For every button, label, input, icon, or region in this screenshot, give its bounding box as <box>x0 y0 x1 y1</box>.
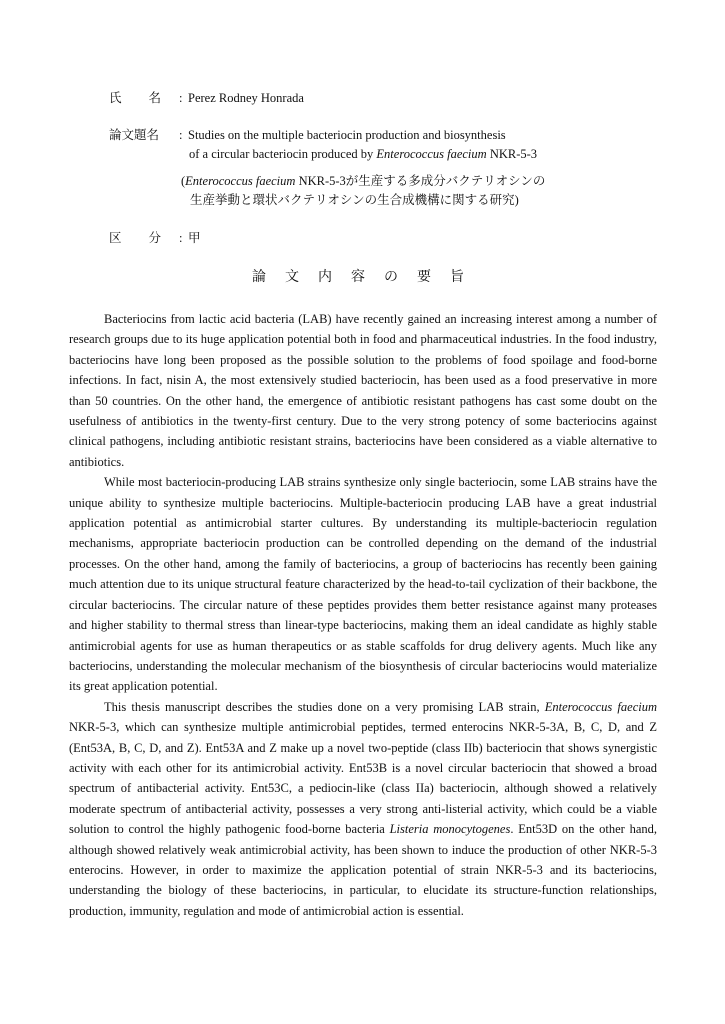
abstract-body <box>69 309 657 921</box>
japanese-title <box>181 172 545 210</box>
classification-value: 甲 <box>188 231 201 245</box>
paragraph-3-part-b: NKR-5-3, which can synthesize multiple antimicrobial peptides, termed enterocins NKR-5-3A, B, C, D, and Z (Ent53A, B, C, D, and Z). Ent53A and Z make up a novel two-peptide (class IIb) bacteriocin that shows synergistic activity with each other for its antimicrobial activity. Ent53B is a novel circular bacteriocin that showed a broad spectrum of antibacterial activity. Ent53C, a pediocin-like (class IIa) bacteriocin, although showed a relatively moderate spectrum of antibacterial activity, possesses a very strong anti-listerial activity, which could be a viable solution to control the highly pathogenic food-borne bacteria <box>69 720 657 837</box>
thesis-title-line-2 <box>188 145 725 164</box>
japanese-title-open-paren: ( <box>181 174 186 188</box>
paragraph-3-species-2: Listeria monocytogenes <box>389 822 511 837</box>
japanese-title-line-2: 生産挙動と環状バクテリオシンの生合成機構に関する研究) <box>190 193 519 207</box>
paragraph-2: While most bacteriocin-producing LAB strains synthesize only single bacteriocin, some LAB strains have the unique ability to synthesize multiple bacteriocins. Multiple-bacteriocin producing LAB have a great industrial application potential as antimicrobial starter cultures. By understanding its multiple-bacteriocin regulation mechanisms, appropriate bacteriocin production can be controlled depending on the demand of the industrial processes. On the other hand, among the family of bacteriocins, a group of bacteriocins has recently been gaining much attention due to its unique structural feature characterized by the head-to-tail cyclization of their backbone, the circular bacteriocins. The circular nature of these peptides provides them better resistance against many proteases and higher stability to thermal stress than linear-type bacteriocins, making them an ideal candidate as highly stable antimicrobial agents for use as human therapeutics or as stable scaffolds for drug delivery agents. Much like any bacteriocins, understanding the molecular mechanism of the biosynthesis of circular bacteriocins would materialize its great application potential. <box>69 475 657 694</box>
thesis-title-line-2-suffix: NKR-5-3 <box>486 147 538 161</box>
name-label-char: 氏 <box>109 91 122 105</box>
japanese-title-line-1-rest: NKR-5-3が生産する多成分バクテリオシンの <box>295 174 546 188</box>
japanese-title-line-1 <box>181 172 545 191</box>
thesis-title-line-2-prefix: of a circular bacteriocin produced by <box>189 147 377 161</box>
classification-label-char: 区 <box>109 231 122 245</box>
thesis-title <box>188 126 725 164</box>
thesis-title-line-1: Studies on the multiple bacteriocin production and biosynthesis <box>188 128 506 142</box>
paragraph-3-part-c: . Ent53D on the other hand, although showed relatively weak antimicrobial activity, has been shown to induce the production of other NKR-5-3 enterocins. However, in order to maximize the application potential of strain NKR-5-3 and its bacteriocins, understanding the biology of these bacteriocins, in particular, to elucidate its structure-function relationships, production, immunity, regulation and mode of antimicrobial action is essential. <box>69 822 657 918</box>
paragraph-3-species-1: Enterococcus faecium <box>544 699 657 714</box>
classification-label-char: 分 <box>148 231 161 245</box>
japanese-title-species: Enterococcus faecium <box>185 174 296 188</box>
paragraph-3 <box>69 697 657 921</box>
abstract-heading: 論文内容の要旨 <box>252 270 483 285</box>
thesis-title-colon: : <box>179 128 183 142</box>
classification-label <box>109 229 161 248</box>
paragraph-1: Bacteriocins from lactic acid bacteria (LAB) have recently gained an increasing interest among a number of research groups due to its huge application potential both in food and pharmaceutical industries. In the food industry, bacteriocins have long been proposed as the possible solution to the problems of food spoilage and food-borne infections. In fact, nisin A, the most extensively studied bacteriocin, has been used as a food preservative in more than 50 countries. On the other hand, the emergence of antibiotic resistant pathogens has cast some doubt on the usefulness of antibiotics in the twenty-first century. Due to the very strong potency of some bacteriocins against clinical pathogens, including antibiotic resistant strains, bacteriocins have been considered as a viable alternative to antibiotics. <box>69 312 657 469</box>
author-name: Perez Rodney Honrada <box>188 91 304 105</box>
name-colon: : <box>179 91 183 105</box>
thesis-title-label: 論文題名 <box>109 128 160 142</box>
name-label-char: 名 <box>148 91 161 105</box>
paragraph-3-part-a: This thesis manuscript describes the studies done on a very promising LAB strain, <box>104 699 545 714</box>
name-label <box>109 89 161 108</box>
classification-colon: : <box>179 231 183 245</box>
thesis-title-species: Enterococcus faecium <box>376 147 487 161</box>
